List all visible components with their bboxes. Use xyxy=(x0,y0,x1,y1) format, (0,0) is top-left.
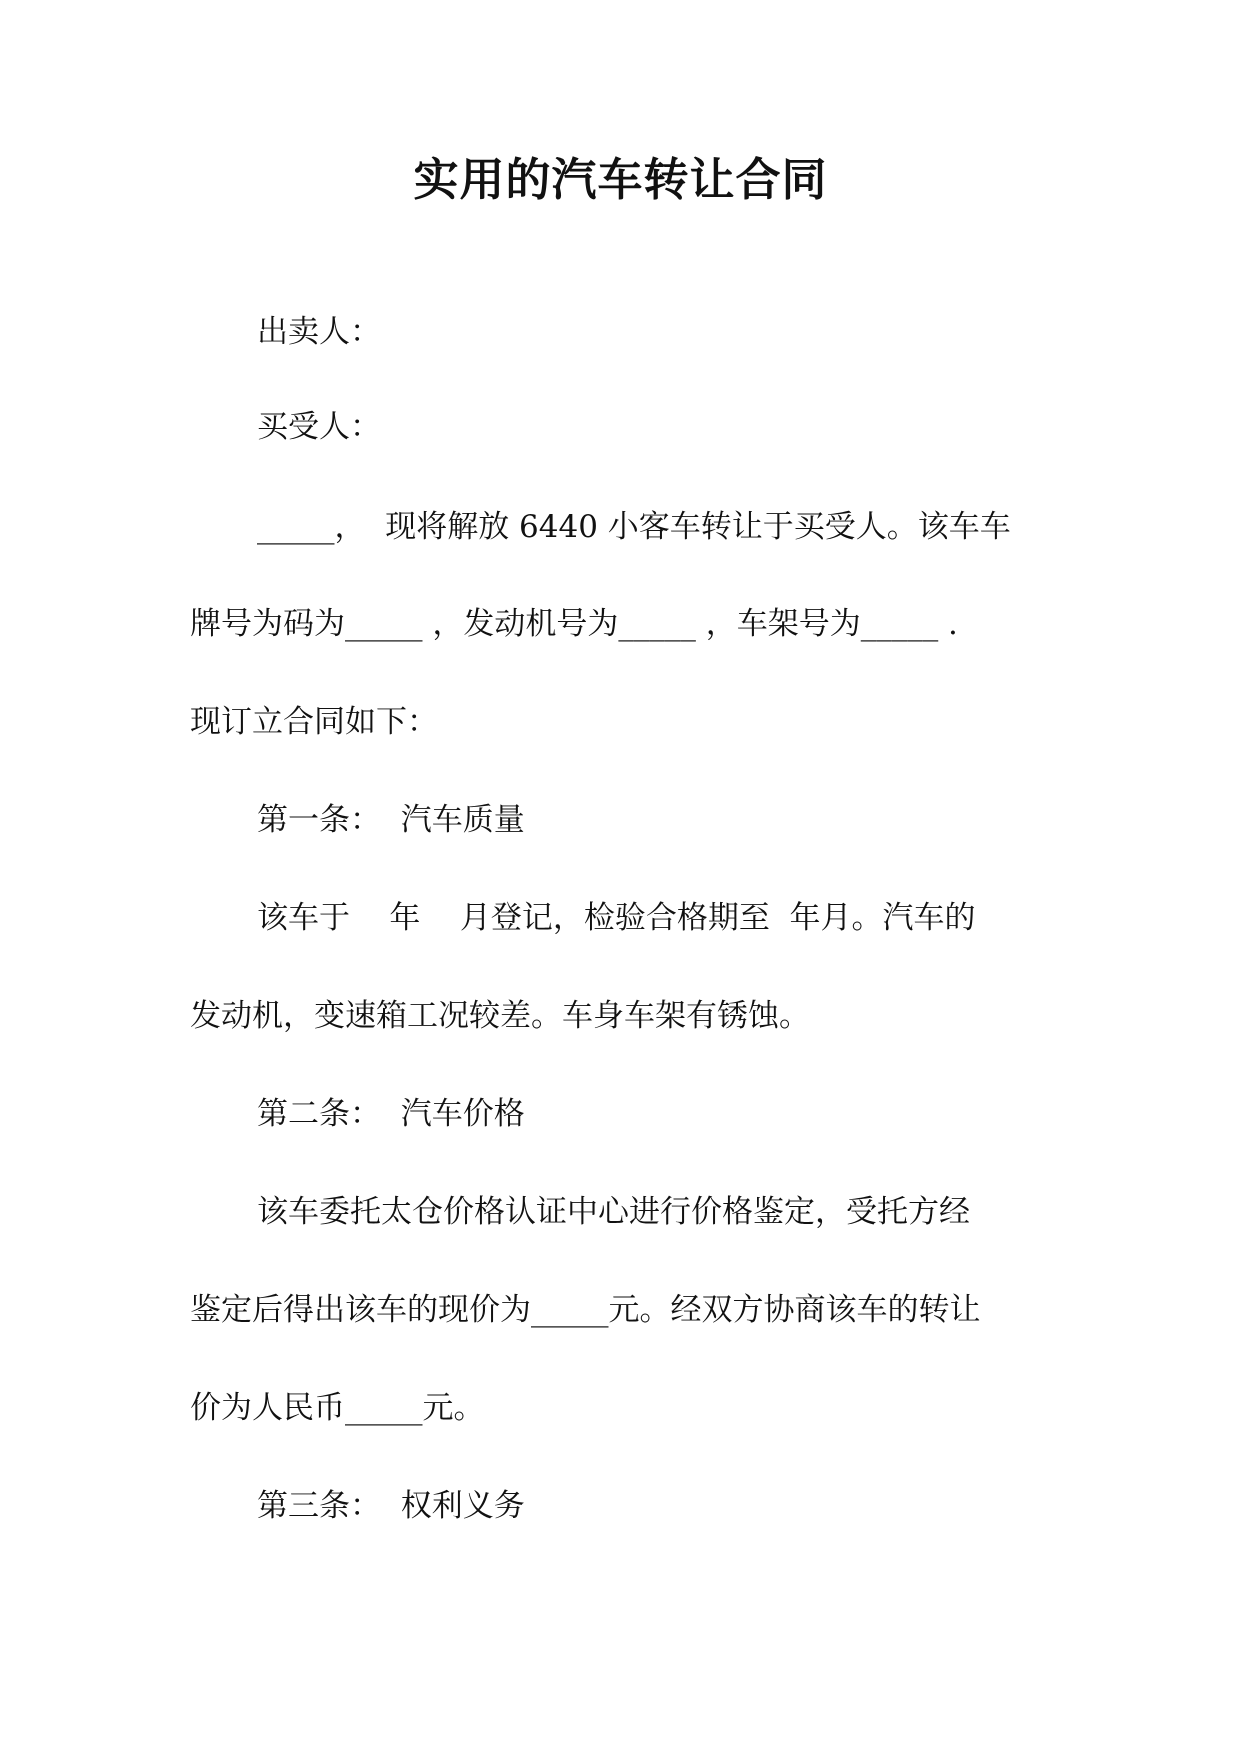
paragraph-line: _____， 现将解放 6440 小客车转让于买受人。该车车 xyxy=(257,509,1011,545)
article-heading: 第一条： 汽车质量 xyxy=(257,802,525,838)
paragraph-line: 该车委托太仓价格认证中心进行价格鉴定，受托方经 xyxy=(257,1194,970,1230)
buyer-line: 买受人： xyxy=(257,409,381,445)
paragraph-line: 价为人民币_____元。 xyxy=(190,1390,485,1426)
paragraph-line: 发动机，变速箱工况较差。车身车架有锈蚀。 xyxy=(190,998,810,1034)
paragraph-line: 该车于 年 月登记，检验合格期至 年月。汽车的 xyxy=(257,900,976,936)
seller-line: 出卖人： xyxy=(257,314,381,350)
paragraph-line: 现订立合同如下： xyxy=(190,704,438,740)
article-heading: 第三条： 权利义务 xyxy=(257,1488,525,1524)
paragraph-line: 牌号为码为_____ ，发动机号为_____ ，车架号为_____ . xyxy=(190,606,958,642)
paragraph-line: 鉴定后得出该车的现价为_____元。经双方协商该车的转让 xyxy=(190,1292,981,1328)
document-title: 实用的汽车转让合同 xyxy=(413,153,828,206)
article-heading: 第二条： 汽车价格 xyxy=(257,1096,525,1132)
